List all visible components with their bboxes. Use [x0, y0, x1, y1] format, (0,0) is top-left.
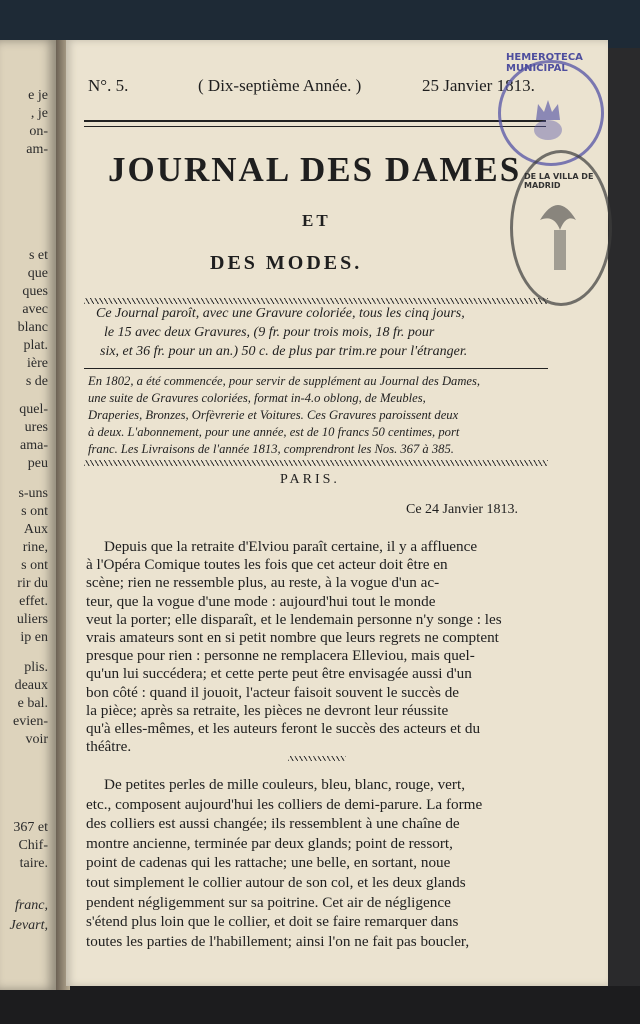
left-page-fragment: on-: [29, 124, 48, 139]
left-page-fragment: blanc: [17, 320, 48, 335]
crown-emblem-icon: [498, 60, 598, 160]
left-page-fragment: ures: [24, 420, 48, 435]
left-page-fragment: e je: [28, 88, 48, 103]
left-page-fragment: Chif-: [18, 838, 48, 853]
left-page-fragment: uliers: [16, 612, 48, 627]
article-line: Depuis que la retraite d'Elviou paraît certaine, il y a affluence: [104, 538, 478, 555]
article-line: qu'un lui succédera; et cette perte peut être envisagée aussi d'un: [86, 665, 472, 683]
left-page-fragment: ama-: [20, 438, 48, 453]
article-line: qu'à elles-mêmes, et les auteurs feront le succès des acteurs et du: [86, 720, 481, 737]
left-page-fragment: effet.: [19, 594, 48, 609]
left-page-fragment: avec: [22, 302, 48, 317]
supplement-notice-line-3: Draperies, Bronzes, Orfèvrerie et Voitures. Ces Gravures paroissent deux: [88, 408, 459, 422]
section-separator: [288, 756, 346, 761]
left-page-fragment: am-: [26, 142, 48, 157]
ornamental-rule-1: [84, 298, 548, 304]
left-page-fragment: Aux: [23, 522, 48, 537]
header-rule-thin: [84, 126, 546, 127]
subscription-notice-line-3: six, et 36 fr. pour un an.) 50 c. de plus par trim.re pour l'étranger.: [100, 344, 468, 359]
issue-date: 25 Janvier 1813.: [422, 76, 535, 95]
article-line: teur, que la vogue d'une mode : aujourd'hui tout le monde: [86, 592, 436, 610]
left-page-fragment: voir: [25, 732, 48, 747]
left-page-fragment: ques: [22, 284, 48, 299]
left-page-fragment: taire.: [19, 856, 48, 871]
left-page-fragment: franc,: [14, 898, 48, 913]
masthead-subtitle: DES MODES.: [210, 252, 363, 274]
ornamental-rule-2: [84, 460, 548, 466]
notice-rule: [84, 368, 548, 369]
supplement-notice-line-1: En 1802, a été commencée, pour servir de supplément au Journal des Dames,: [88, 374, 481, 388]
left-page-fragment: s ont: [21, 504, 48, 519]
background-bottom: [0, 986, 640, 1024]
dateline: Ce 24 Janvier 1813.: [406, 502, 518, 517]
supplement-notice-line-5: franc. Les Livraisons de l'année 1813, comprendront les Nos. 367 à 385.: [88, 442, 454, 456]
article-line: pendent négligemment sur sa poitrine. Cet air de négligence: [86, 893, 451, 911]
left-page-fragment: rir du: [17, 576, 48, 591]
article-line: tout simplement le collier autour de son col, et les deux glands: [86, 874, 466, 891]
article-line: veut la porter; elle disparaît, et le lendemain personne n'y songe : les: [86, 610, 502, 628]
article-line: point de cadenas qui les rattache; une belle, en sortant, noue: [86, 854, 451, 872]
left-page-fragment: rine,: [22, 540, 48, 555]
article-line: la pièce; après sa retraite, les pièces ne devront leur réussite: [86, 701, 449, 719]
left-page-fragment: Jevart,: [9, 918, 48, 933]
article-line: etc., composent aujourd'hui les colliers de demi-parure. La forme: [86, 795, 483, 813]
left-page-fragment: plis.: [24, 660, 48, 675]
article-line: montre ancienne, terminée par deux glands; point de ressort,: [86, 834, 453, 852]
article-line: vrais amateurs sont en si petit nombre que leurs regrets ne comptent: [86, 629, 499, 646]
left-page-fragment: 367 et: [13, 820, 48, 835]
article-line: scène; rien ne ressemble plus, au reste, à la vogue d'un ac-: [86, 574, 440, 592]
left-facing-page: [0, 40, 56, 990]
left-page-fragment: evien-: [13, 714, 48, 729]
article-line: théâtre.: [86, 738, 132, 756]
article-line: presque pour rien : personne ne remplacera Elleviou, mais quel-: [86, 647, 475, 665]
issue-number: N°. 5.: [88, 76, 129, 95]
masthead-conjunction: ET: [302, 211, 331, 230]
masthead-title: JOURNAL DES DAMES: [108, 150, 522, 189]
left-page-fragment: deaux: [14, 678, 48, 693]
article-line: s'étend plus loin que le collier, et doit se faire remarquer dans: [86, 913, 459, 931]
section-heading: PARIS.: [280, 472, 340, 487]
journal-page: [66, 40, 608, 986]
article-line: bon côté : quand il jouoit, l'acteur faisoit souvent le succès de: [86, 683, 460, 701]
second-stamp-text: DE LA VILLA DE MADRID: [524, 172, 594, 190]
left-page-fragment: s de: [25, 374, 48, 389]
article-line: à l'Opéra Comique toutes les fois que cet acteur doit être en: [86, 556, 448, 574]
left-page-fragment: plat.: [23, 338, 48, 353]
stamp-text: HEMEROTECA MUNICIPAL: [506, 52, 583, 74]
subscription-notice-line-2: le 15 avec deux Gravures, (9 fr. pour trois mois, 18 fr. pour: [104, 325, 435, 340]
left-page-fragment: s et: [28, 248, 48, 263]
article-line: De petites perles de mille couleurs, bleu, blanc, rouge, vert,: [104, 776, 465, 793]
left-page-fragment: , je: [30, 106, 48, 121]
article-line: toutes les parties de l'habillement; ainsi l'on ne fait pas boucler,: [86, 932, 470, 950]
supplement-notice-line-4: à deux. L'abonnement, pour une année, est de 10 francs 50 centimes, port: [88, 425, 460, 439]
left-page-fragment: e bal.: [17, 696, 48, 711]
supplement-notice-line-2: une suite de Gravures coloriées, format in-4.o oblong, de Meubles,: [88, 391, 426, 405]
left-page-fragment: ip en: [20, 630, 48, 645]
subscription-notice-line-1: Ce Journal paroît, avec une Gravure coloriée, tous les cinq jours,: [96, 306, 465, 321]
header-rule: [84, 120, 546, 122]
article-line: des colliers est aussi changée; ils ressemblent à une chaîne de: [86, 815, 460, 833]
left-page-fragment: quel-: [19, 402, 48, 417]
left-page-fragment: s ont: [21, 558, 48, 573]
left-page-fragment: s-uns: [18, 486, 48, 501]
left-page-fragment: que: [27, 266, 48, 281]
left-page-fragment: peu: [27, 456, 48, 471]
edition-year: ( Dix-septième Année. ): [198, 76, 362, 95]
left-page-fragment: ière: [27, 356, 48, 371]
